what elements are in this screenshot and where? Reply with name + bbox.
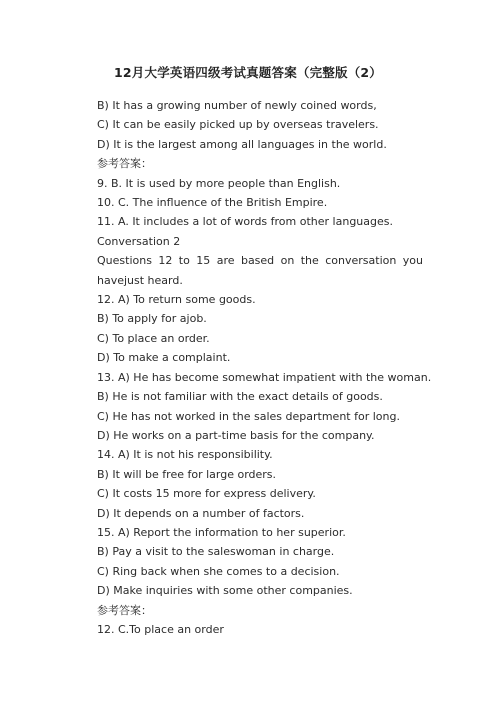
- answer-line: 11. A. It includes a lot of words from other languages.: [97, 215, 393, 229]
- document-body: [97, 96, 432, 639]
- option-line: D) It depends on a number of factors.: [97, 506, 305, 520]
- question-line: 13. A) He has become somewhat impatient with the woman.: [97, 370, 432, 384]
- answer-line: 10. C. The influence of the British Empire.: [97, 196, 328, 210]
- option-line: C) It can be easily picked up by overseas travelers.: [97, 118, 379, 132]
- option-line: C) To place an order.: [97, 331, 210, 345]
- option-line: B) It will be free for large orders.: [97, 467, 277, 481]
- option-line: C) He has not worked in the sales department for long.: [97, 409, 400, 423]
- option-line: D) To make a complaint.: [97, 351, 231, 365]
- document-title: 12月大学英语四级考试真题答案（完整版（2）: [114, 65, 382, 80]
- option-line: D) It is the largest among all languages in the world.: [97, 137, 387, 151]
- option-line: B) It has a growing number of newly coined words,: [97, 99, 377, 112]
- option-line: B) To apply for ajob.: [97, 312, 207, 326]
- question-line: 15. A) Report the information to her superior.: [97, 525, 346, 539]
- question-line: 14. A) It is not his responsibility.: [97, 448, 273, 462]
- option-line: D) Make inquiries with some other companies.: [97, 584, 353, 598]
- answer-line: 9. B. It is used by more people than English.: [97, 176, 341, 190]
- answer-line: 12. C.To place an order: [97, 622, 224, 636]
- answer-key-heading: 参考答案：: [97, 603, 152, 617]
- answer-key-heading: 参考答案：: [97, 157, 152, 171]
- option-line: B) He is not familiar with the exact details of goods.: [97, 390, 383, 404]
- option-line: C) It costs 15 more for express delivery.: [97, 487, 316, 501]
- option-line: B) Pay a visit to the saleswoman in charge.: [97, 545, 335, 559]
- option-line: D) He works on a part-time basis for the company.: [97, 428, 375, 442]
- option-line: C) Ring back when she comes to a decision.: [97, 564, 340, 578]
- question-line: 12. A) To return some goods.: [97, 293, 256, 307]
- instruction-paragraph: Questions 12 to 15 are based on the conversation you havejust heard.: [97, 254, 423, 287]
- section-heading: Conversation 2: [97, 234, 181, 248]
